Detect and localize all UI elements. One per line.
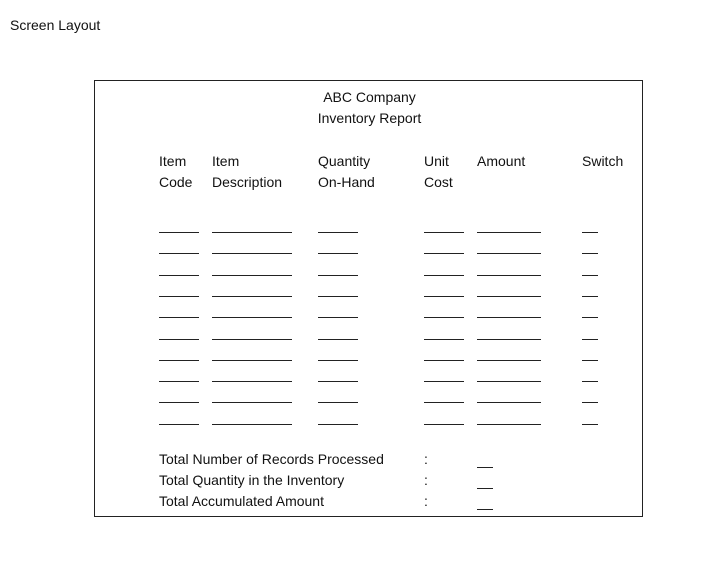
detail-blank-item-description — [212, 381, 292, 382]
detail-blank-item-code — [159, 253, 199, 254]
summary-value-blank — [477, 488, 493, 489]
summary-separator: : — [424, 472, 428, 488]
column-header-quantity-on-hand — [318, 151, 375, 193]
detail-blank-item-description — [212, 339, 292, 340]
detail-blank-item-description — [212, 253, 292, 254]
detail-blank-quantity-on-hand — [318, 317, 358, 318]
summary-label-quantity: Total Quantity in the Inventory — [159, 472, 345, 488]
detail-blank-item-description — [212, 317, 292, 318]
column-header-line2: Code — [159, 174, 193, 190]
detail-blank-switch — [582, 275, 598, 276]
summary-label-amount: Total Accumulated Amount — [159, 493, 324, 509]
detail-blank-quantity-on-hand — [318, 381, 358, 382]
detail-blank-switch — [582, 317, 598, 318]
detail-blank-amount — [477, 253, 541, 254]
report-frame — [94, 80, 643, 517]
column-header-line1: Switch — [582, 153, 624, 169]
column-header-item-code — [159, 151, 192, 193]
detail-blank-item-description — [212, 296, 292, 297]
detail-blank-quantity-on-hand — [318, 253, 358, 254]
column-header-switch — [582, 151, 623, 172]
detail-blank-amount — [477, 381, 541, 382]
detail-blank-switch — [582, 232, 598, 233]
detail-blank-item-description — [212, 232, 292, 233]
detail-blank-item-description — [212, 402, 292, 403]
summary-label-records: Total Number of Records Processed — [159, 451, 384, 467]
detail-blank-quantity-on-hand — [318, 424, 358, 425]
detail-blank-amount — [477, 402, 541, 403]
column-header-line1: Item — [159, 153, 187, 169]
detail-blank-unit-cost — [424, 253, 464, 254]
detail-blank-item-code — [159, 296, 199, 297]
detail-blank-amount — [477, 317, 541, 318]
detail-blank-quantity-on-hand — [318, 296, 358, 297]
detail-blank-item-code — [159, 424, 199, 425]
detail-blank-unit-cost — [424, 381, 464, 382]
detail-blank-quantity-on-hand — [318, 232, 358, 233]
detail-blank-amount — [477, 275, 541, 276]
screen-caption: Screen Layout — [10, 17, 101, 33]
column-header-line2: On-Hand — [318, 174, 375, 190]
detail-blank-amount — [477, 232, 541, 233]
detail-blank-item-code — [159, 317, 199, 318]
detail-blank-amount — [477, 360, 541, 361]
detail-blank-item-code — [159, 360, 199, 361]
column-header-unit-cost — [424, 151, 453, 193]
detail-blank-unit-cost — [424, 339, 464, 340]
detail-blank-item-code — [159, 275, 199, 276]
detail-blank-unit-cost — [424, 275, 464, 276]
column-header-line1: Quantity — [318, 153, 371, 169]
company-name: ABC Company — [323, 89, 416, 105]
summary-value-blank — [477, 467, 493, 468]
detail-blank-unit-cost — [424, 360, 464, 361]
detail-blank-quantity-on-hand — [318, 360, 358, 361]
column-header-line2: Description — [212, 174, 283, 190]
detail-blank-item-description — [212, 424, 292, 425]
detail-blank-item-code — [159, 402, 199, 403]
detail-blank-switch — [582, 381, 598, 382]
detail-blank-item-code — [159, 232, 199, 233]
summary-separator: : — [424, 451, 428, 467]
detail-blank-amount — [477, 424, 541, 425]
detail-blank-unit-cost — [424, 317, 464, 318]
detail-blank-amount — [477, 296, 541, 297]
detail-blank-unit-cost — [424, 402, 464, 403]
detail-blank-amount — [477, 339, 541, 340]
detail-blank-switch — [582, 296, 598, 297]
detail-blank-item-description — [212, 275, 292, 276]
summary-value-blank — [477, 509, 493, 510]
column-header-line1: Amount — [477, 153, 526, 169]
detail-blank-unit-cost — [424, 296, 464, 297]
detail-blank-switch — [582, 402, 598, 403]
column-header-item-description — [212, 151, 282, 193]
summary-separator: : — [424, 493, 428, 509]
detail-blank-unit-cost — [424, 232, 464, 233]
column-header-line2: Cost — [424, 174, 453, 190]
report-title: Inventory Report — [317, 110, 422, 126]
column-header-line1: Unit — [424, 153, 449, 169]
detail-blank-item-code — [159, 339, 199, 340]
detail-blank-switch — [582, 424, 598, 425]
column-header-line1: Item — [212, 153, 240, 169]
detail-blank-quantity-on-hand — [318, 339, 358, 340]
detail-blank-switch — [582, 360, 598, 361]
detail-blank-item-description — [212, 360, 292, 361]
detail-blank-quantity-on-hand — [318, 402, 358, 403]
column-header-amount — [477, 151, 525, 172]
detail-blank-switch — [582, 339, 598, 340]
detail-blank-quantity-on-hand — [318, 275, 358, 276]
detail-blank-switch — [582, 253, 598, 254]
detail-blank-item-code — [159, 381, 199, 382]
detail-blank-unit-cost — [424, 424, 464, 425]
